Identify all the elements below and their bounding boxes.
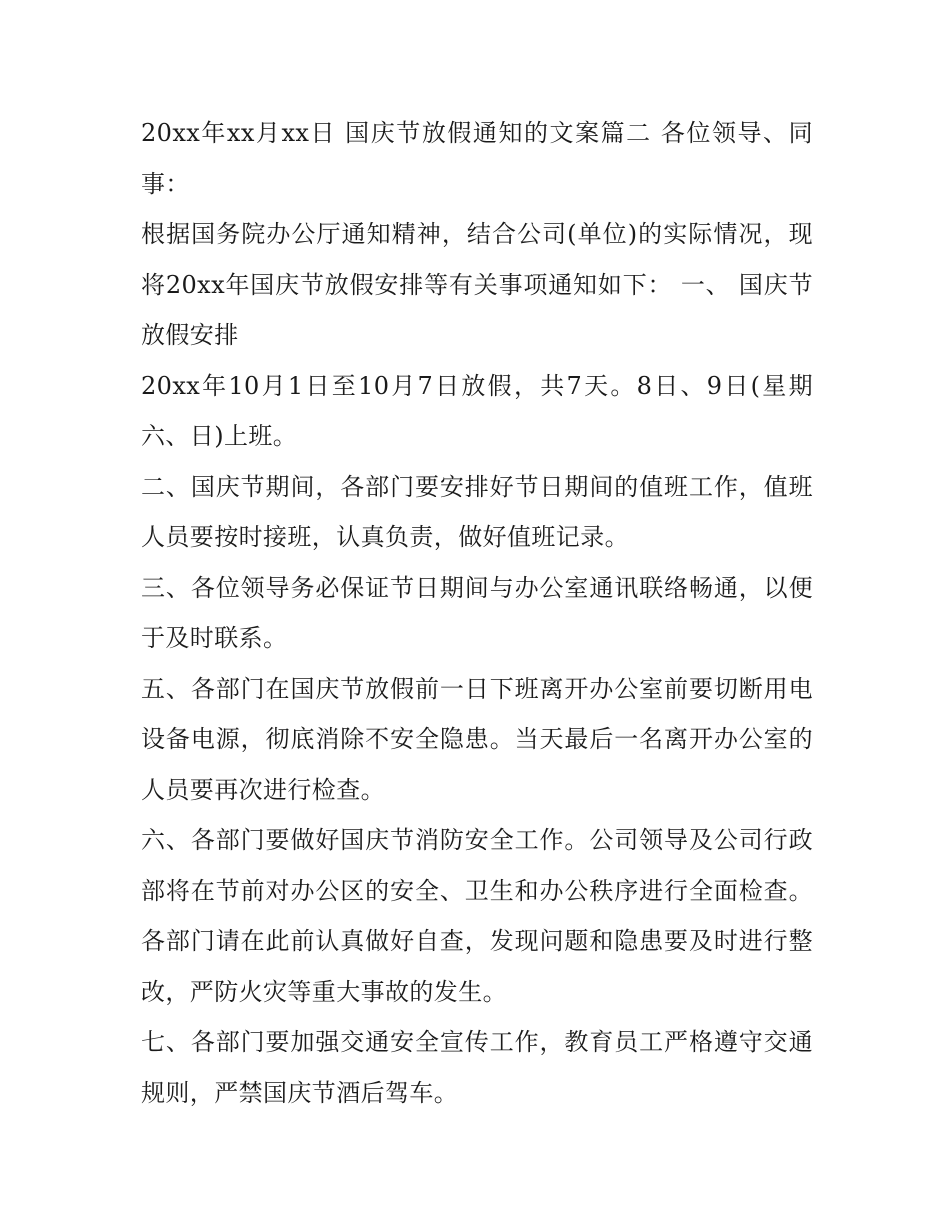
document-body <box>141 108 813 1118</box>
paragraph-intro: 根据国务院办公厅通知精神，结合公司(单位)的实际情况，现将20xx年国庆节放假安排等有关事项通知如下： 一、 国庆节放假安排 <box>141 220 813 349</box>
paragraph-holiday-dates: 20xx年10月1日至10月7日放假，共7天。8日、9日(星期六、日)上班。 <box>141 371 813 450</box>
paragraph-item-5: 五、各部门在国庆节放假前一日下班离开办公室前要切断用电设备电源，彻底消除不安全隐患。当天最后一名离开办公室的人员要再次进行检查。 <box>141 674 813 804</box>
paragraph-item-6: 六、各部门要做好国庆节消防安全工作。公司领导及公司行政部将在节前对办公区的安全、卫生和办公秩序进行全面检查。各部门请在此前认真做好自查，发现问题和隐患要及时进行整改，严防火灾等重大事故的发生。 <box>141 826 813 1006</box>
paragraph-item-7: 七、各部门要加强交通安全宣传工作，教育员工严格遵守交通规则，严禁国庆节酒后驾车。 <box>141 1028 813 1107</box>
paragraph-item-3: 三、各位领导务必保证节日期间与办公室通讯联络畅通，以便于及时联系。 <box>141 573 813 652</box>
paragraph-greeting: 20xx年xx月xx日 国庆节放假通知的文案篇二 各位领导、同事： <box>141 119 813 198</box>
paragraph-item-2: 二、国庆节期间，各部门要安排好节日期间的值班工作，值班人员要按时接班，认真负责，做好值班记录。 <box>141 472 813 551</box>
